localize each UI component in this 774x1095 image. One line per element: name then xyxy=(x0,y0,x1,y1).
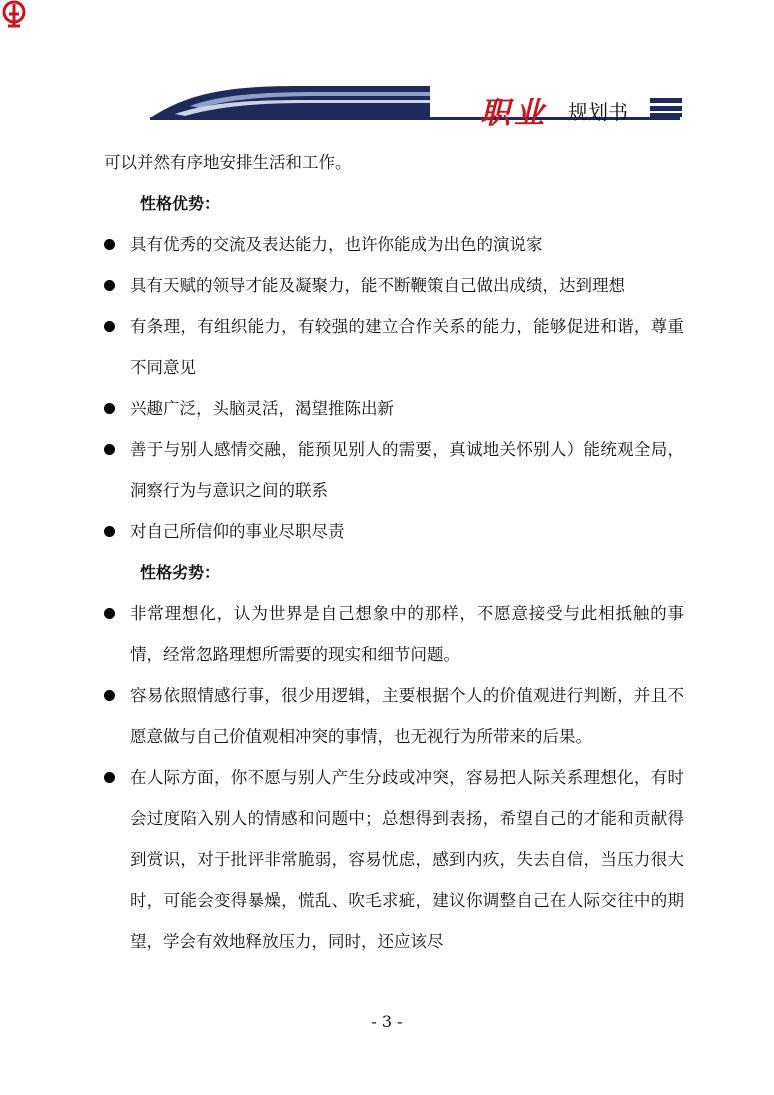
header-swoosh-graphic xyxy=(0,0,774,130)
list-item: 善于与别人感情交融，能预见别人的需要，真诚地关怀别人）能统观全局，洞察行为与意识之间的联系 xyxy=(104,429,684,511)
list-item: 在人际方面，你不愿与别人产生分歧或冲突，容易把人际关系理想化，有时会过度陷入别人的情感和问题中；总想得到表扬，希望自己的才能和贡献得到赏识，对于批评非常脆弱，容易忧虑，感到内疚，失去自信，当压力很大时，可能会变得暴燥，慌乱、吹毛求疵，建议你调整自己在人际交往中的期望，学会有效地释放压力，同时，还应该尽 xyxy=(104,757,684,962)
strengths-list xyxy=(104,224,684,552)
list-item: 具有优秀的交流及表达能力，也许你能成为出色的演说家 xyxy=(104,224,684,265)
list-item: 容易依照情感行事，很少用逻辑，主要根据个人的价值观进行判断，并且不愿意做与自己价值观相冲突的事情，也无视行为所带来的后果。 xyxy=(104,675,684,757)
railway-logo-icon xyxy=(0,0,28,28)
list-item: 具有天赋的领导才能及凝聚力，能不断鞭策自己做出成绩，达到理想 xyxy=(104,265,684,306)
header-brand: 职业 xyxy=(480,96,548,131)
weaknesses-list xyxy=(104,593,684,962)
document-body xyxy=(104,142,684,962)
list-item: 有条理，有组织能力，有较强的建立合作关系的能力，能够促进和谐，尊重不同意见 xyxy=(104,306,684,388)
header-subtitle: 规划书 xyxy=(568,100,628,124)
intro-line: 可以并然有序地安排生活和工作。 xyxy=(104,153,352,172)
list-item: 对自己所信仰的事业尽职尽责 xyxy=(104,511,684,552)
list-item: 非常理想化，认为世界是自己想象中的那样，不愿意接受与此相抵触的事情，经常忽路理想所需要的现实和细节问题。 xyxy=(104,593,684,675)
list-item: 兴趣广泛，头脑灵活，渴望推陈出新 xyxy=(104,388,684,429)
page-number: - 3 - xyxy=(371,1012,403,1031)
page-header xyxy=(0,0,774,130)
weaknesses-heading: 性格劣势： xyxy=(140,563,221,582)
strengths-heading: 性格优势： xyxy=(140,194,221,213)
